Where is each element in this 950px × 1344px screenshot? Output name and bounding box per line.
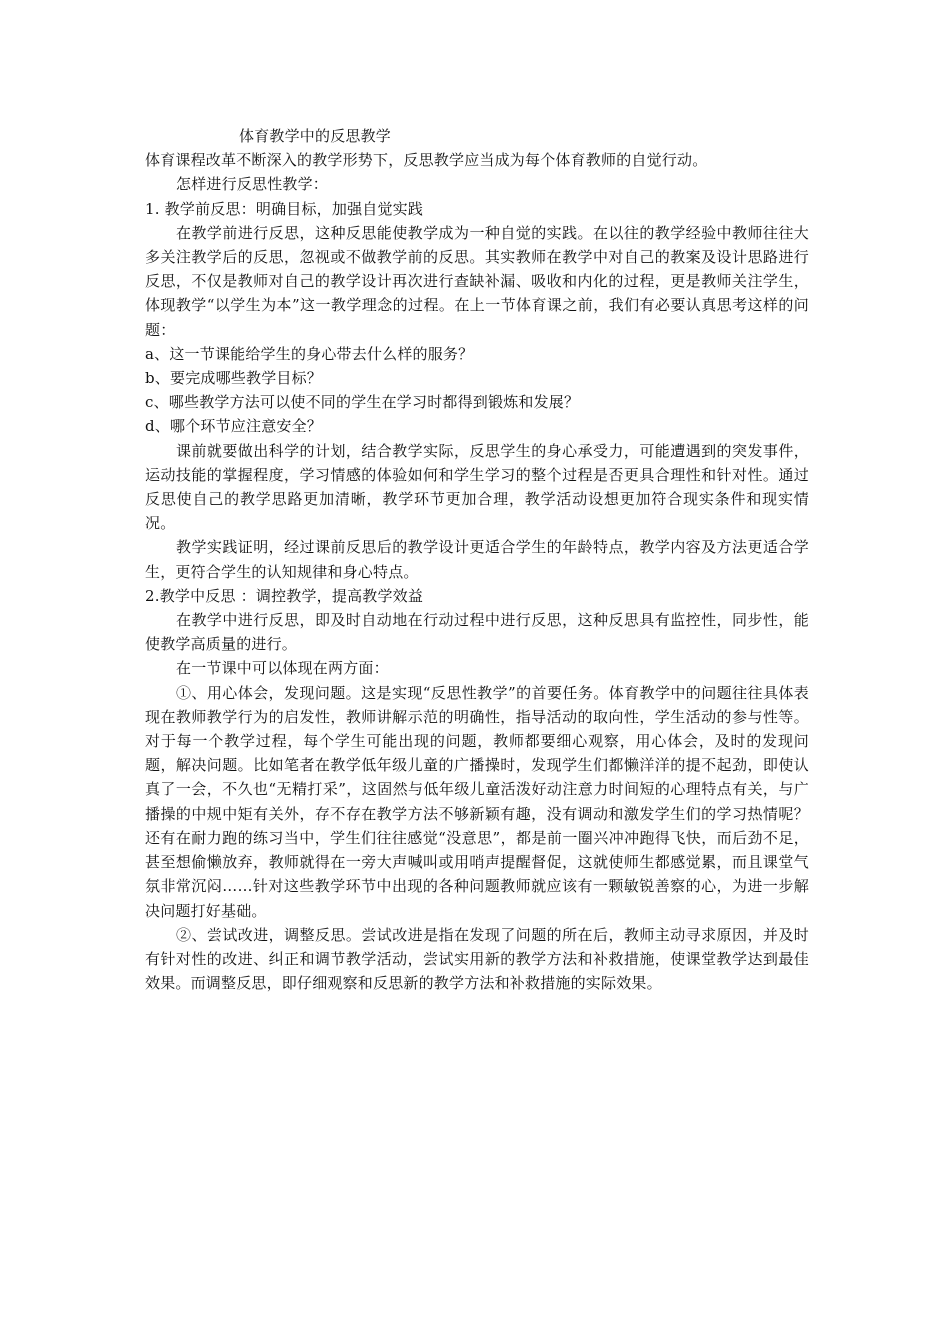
section2-paragraph: 在教学中进行反思，即及时自动地在行动过程中进行反思，这种反思具有监控性，同步性，能使教学高质量的进行。 bbox=[145, 611, 809, 654]
section1-paragraph: 在教学前进行反思，这种反思能使教学成为一种自觉的实践。在以往的教学经验中教师往往大多关注教学后的反思，忽视或不做教学前的反思。其实教师在教学中对自己的教案及设计思路进行反思，不仅是教师对自己的教学设计再次进行查缺补漏、吸收和内化的过程，更是教师关注学生，体现教学“以学生为本”这一教学理念的过程。在上一节体育课之前，我们有必要认真思考这样的问题： bbox=[145, 223, 809, 339]
question-item: d、哪个环节应注意安全？ bbox=[145, 417, 323, 436]
section1-heading: 1. 教学前反思：明确目标，加强自觉实践 bbox=[145, 199, 424, 218]
section2-heading: 2.教学中反思 ：调控教学，提高教学效益 bbox=[145, 586, 424, 605]
section2-paragraph: 在一节课中可以体现在两方面： bbox=[176, 659, 389, 678]
intro-paragraph: 体育课程改革不断深入的教学形势下，反思教学应当成为每个体育教师的自觉行动。 bbox=[145, 151, 708, 170]
section1-paragraph: 教学实践证明，经过课前反思后的教学设计更适合学生的年龄特点，教学内容及方法更适合学生，更符合学生的认知规律和身心特点。 bbox=[145, 538, 809, 581]
document-page bbox=[145, 124, 809, 995]
section2-paragraph: ①、用心体会，发现问题。这是实现“反思性教学”的首要任务。体育教学中的问题往往具体表现在教师教学行为的启发性，教师讲解示范的明确性，指导活动的取向性，学生活动的参与性等。对于每一个教学过程，每个学生可能出现的问题，教师都要细心观察，用心体会，及时的发现问题，解决问题。比如笔者在教学低年级儿童的广播操时，发现学生们都懒洋洋的提不起劲，即使认真了一会，不久也“无精打采”，这固然与低年级儿童活泼好动注意力时间短的心理特点有关，与广播操的中规中矩有关外，存不存在教学方法不够新颖有趣，没有调动和激发学生们的学习热情呢？还有在耐力跑的练习当中，学生们往往感觉“没意思”，都是前一圈兴冲冲跑得飞快，而后劲不足，甚至想偷懒放弃，教师就得在一旁大声喊叫或用哨声提醒督促，这就使师生都感觉累，而且课堂气氛非常沉闷……针对这些教学环节中出现的各种问题教师就应该有一颗敏锐善察的心，为进一步解决问题打好基础。 bbox=[145, 683, 809, 920]
question-item: b、要完成哪些教学目标？ bbox=[145, 369, 323, 388]
section2-paragraph: ②、尝试改进，调整反思。尝试改进是指在发现了问题的所在后，教师主动寻求原因，并及时有针对性的改进、纠正和调节教学活动，尝试实用新的教学方法和补救措施，使课堂教学达到最佳效果。而调整反思，即仔细观察和反思新的教学方法和补救措施的实际效果。 bbox=[145, 925, 809, 993]
page-title: 体育教学中的反思教学 bbox=[239, 127, 392, 145]
question-intro: 怎样进行反思性教学： bbox=[176, 175, 329, 194]
question-item: c、哪些教学方法可以使不同的学生在学习时都得到锻炼和发展？ bbox=[145, 393, 580, 412]
section1-paragraph: 课前就要做出科学的计划，结合教学实际，反思学生的身心承受力，可能遭遇到的突发事件，运动技能的掌握程度，学习情感的体验如何和学生学习的整个过程是否更具合理性和针对性。通过反思使自己的教学思路更加清晰，教学环节更加合理，教学活动设想更加符合现实条件和现实情况。 bbox=[145, 441, 809, 533]
question-item: a、这一节课能给学生的身心带去什么样的服务？ bbox=[145, 344, 474, 363]
